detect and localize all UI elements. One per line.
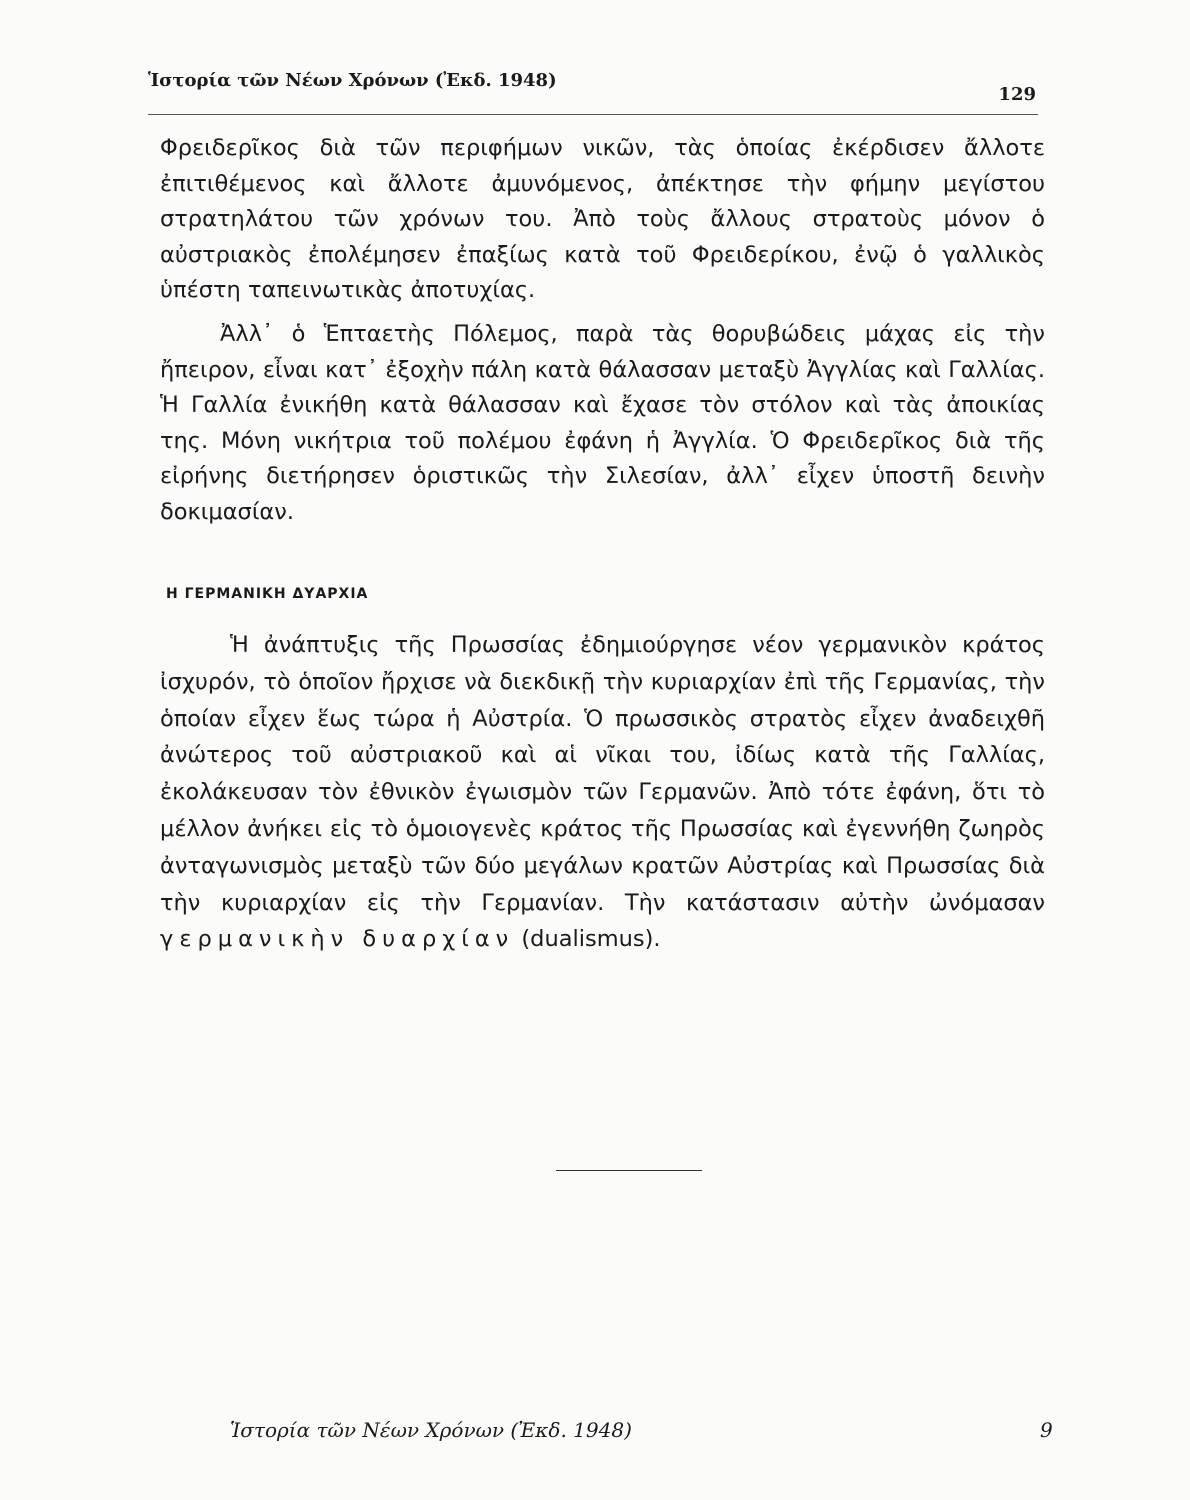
paragraph-german-dualism-text: Ἡ ἀνάπτυξις τῆς Πρωσσίας ἐδημιούργησε νέον γερμανικὸν κράτος ἰσχυρόν, τὸ ὁποῖον ἤρχισε νὰ διεκδικῇ τὴν κυριαρχίαν ἐπὶ τῆς Γερμανίας, τὴν ὁποίαν εἶχεν ἕως τώρα ἡ Αὐστρία. Ὁ πρωσσικὸς στρατὸς εἶχεν ἀναδειχθῆ ἀνώτερος τοῦ αὐστριακοῦ καὶ αἱ νῖκαι του, ἰδίως κατὰ τῆς Γαλλίας, ἐκολάκευσαν τὸν ἐθνικὸν ἐγωισμὸν τῶν Γερμανῶν. Ἀπὸ τότε ἐφάνη, ὅτι τὸ μέλλον ἀνήκει εἰς τὸ ὁμοιογενὲς κράτος τῆς Πρωσσίας καὶ ἐγεννήθη ζωηρὸς ἀνταγωνισμὸς μεταξὺ τῶν δύο μεγάλων κρατῶν Αὐστρίας καὶ Πρωσσίας διὰ τὴν κυριαρχίαν εἰς τὴν Γερμανίαν. Τὴν κατάστασιν αὐτὴν ὠνόμασαν: [160, 632, 1045, 916]
footer-page-number: 9: [1040, 1418, 1053, 1442]
section-heading-german-dualism: Η ΓΕΡΜΑΝΙΚΗ ΔΥΑΡΧΙΑ: [166, 586, 369, 602]
latin-term: (dualismus).: [521, 926, 661, 953]
footer-book-title: Ἱστορία τῶν Νέων Χρόνων (Ἐκδ. 1948): [230, 1418, 632, 1442]
paragraph-seven-years-war: Ἀλλ᾽ ὁ Ἑπταετὴς Πόλεμος, παρὰ τὰς θορυβώδεις μάχας εἰς τὴν ἤπειρον, εἶναι κατ᾽ ἐξοχὴν πάλη κατὰ θάλασσαν μεταξὺ Ἀγγλίας καὶ Γαλλίας. Ἡ Γαλλία ἐνικήθη κατὰ θάλασσαν καὶ ἔχασε τὸν στόλον καὶ τὰς ἀποικίας της. Μόνη νικήτρια τοῦ πολέμου ἐφάνη ἡ Ἀγγλία. Ὁ Φρειδερῖκος διὰ τῆς εἰρήνης διετήρησεν ὁριστικῶς τὴν Σιλεσίαν, ἀλλ᾽ εἶχεν ὑποστῆ δεινὴν δοκιμασίαν.: [160, 321, 1045, 525]
header-divider: [148, 114, 1038, 115]
header-book-title: Ἱστορία τῶν Νέων Χρόνων (Ἐκδ. 1948): [148, 70, 557, 91]
end-of-text-rule: [556, 1170, 702, 1171]
paragraph-german-dualism: [160, 627, 1045, 958]
paragraph-frederick-victories: Φρειδερῖκος διὰ τῶν περιφήμων νικῶν, τὰς ὁποίας ἐκέρδισεν ἄλλοτε ἐπιτιθέμενος καὶ ἄλλοτε ἀμυνόμενος, ἀπέκτησε τὴν φήμην μεγίστου στρατηλάτου τῶν χρόνων του. Ἀπὸ τοὺς ἄλλους στρατοὺς μόνον ὁ αὐστριακὸς ἐπολέμησεν ἐπαξίως κατὰ τοῦ Φρειδερίκου, ἐνῷ ὁ γαλλικὸς ὑπέστη ταπεινωτικὰς ἀποτυχίας.: [160, 135, 1045, 303]
spaced-term: γερμανικὴν δυαρχίαν: [160, 926, 515, 953]
header-page-number: 129: [998, 84, 1036, 105]
running-header: [148, 68, 1038, 118]
